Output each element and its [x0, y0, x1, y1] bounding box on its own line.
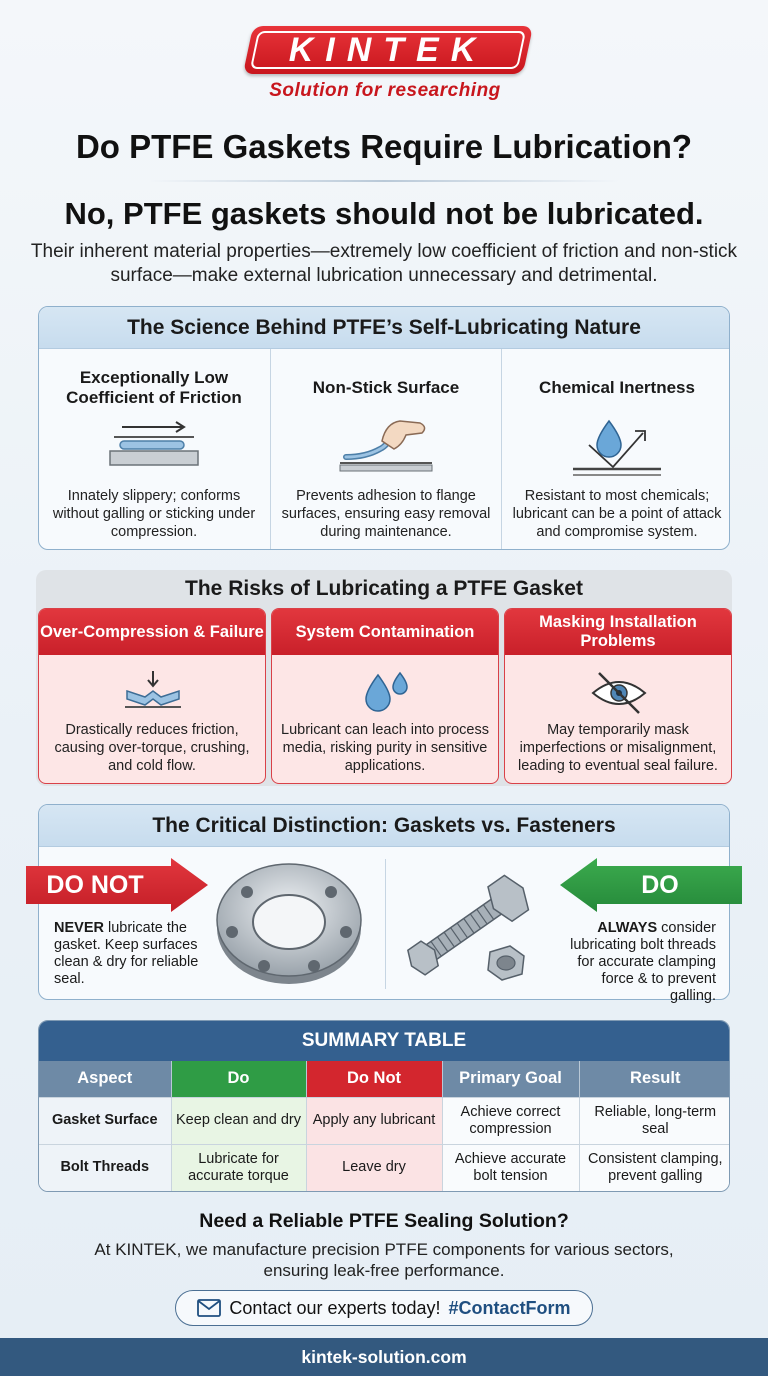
bolt-and-nut-icon	[398, 856, 548, 990]
risk-card-contamination	[271, 608, 499, 784]
summary-title: SUMMARY TABLE	[39, 1021, 729, 1061]
table-cell: Lubricate for accurate torque	[171, 1144, 306, 1191]
do-text	[556, 920, 716, 1005]
risk-card-masking	[504, 608, 732, 784]
droplets-icon	[356, 669, 416, 715]
do-not-text	[54, 920, 204, 988]
page-title: Do PTFE Gaskets Require Lubrication?	[75, 128, 693, 165]
summary-table-panel	[38, 1020, 730, 1192]
cta-text: At KINTEK, we manufacture precision PTFE components for various sectors, ensuring leak-free performance.	[94, 1240, 674, 1280]
never-text: lubricate the gasket. Keep surfaces clean & dry for reliable seal.	[54, 920, 199, 987]
column-description: Resistant to most chemicals; lubricant can be a point of attack and compromise system.	[512, 488, 722, 540]
table-cell: Keep clean and dry	[171, 1097, 306, 1144]
droplet-deflect-icon	[567, 419, 667, 479]
gasket-flange-icon	[214, 856, 364, 986]
table-cell: Gasket Surface	[39, 1097, 171, 1144]
cta-title: Need a Reliable PTFE Sealing Solution?	[199, 1210, 569, 1232]
science-title: The Science Behind PTFE’s Self-Lubricating Nature	[39, 307, 729, 349]
contact-button-label: Contact our experts today!	[229, 1297, 441, 1318]
science-column-friction	[39, 349, 269, 550]
logo-tagline: Solution for researching	[269, 80, 501, 101]
kintek-logo	[240, 26, 530, 104]
table-row	[39, 1144, 730, 1191]
column-header-primary-goal: Primary Goal	[442, 1061, 579, 1097]
table-cell: Achieve correct compression	[442, 1097, 579, 1144]
risk-heading: Masking Installation Problems	[505, 609, 731, 655]
risk-heading: Over-Compression & Failure	[39, 609, 265, 655]
science-panel	[38, 306, 730, 550]
risks-title: The Risks of Lubricating a PTFE Gasket	[185, 577, 583, 600]
column-heading: Exceptionally Low Coefficient of Friction	[66, 368, 242, 407]
contact-form-tag: #ContactForm	[448, 1297, 571, 1318]
envelope-icon	[197, 1299, 221, 1317]
do-not-label: DO NOT	[46, 871, 144, 899]
science-column-non-stick	[270, 349, 500, 550]
distinction-title: The Critical Distinction: Gaskets vs. Fasteners	[39, 805, 729, 847]
answer-headline: No, PTFE gaskets should not be lubricated.	[64, 196, 704, 231]
risks-panel	[36, 570, 732, 786]
table-cell: Achieve accurate bolt tension	[442, 1144, 579, 1191]
column-header-result: Result	[579, 1061, 730, 1097]
column-description: Prevents adhesion to flange surfaces, ensuring easy removal during maintenance.	[281, 488, 491, 540]
column-header-aspect: Aspect	[39, 1061, 171, 1097]
science-column-inertness	[501, 349, 730, 550]
logo-wordmark: KINTEK	[288, 31, 488, 69]
summary-table	[39, 1061, 730, 1191]
column-heading: Non-Stick Surface	[312, 378, 460, 397]
sliding-surface-icon	[104, 419, 204, 479]
title-divider	[150, 180, 618, 182]
table-cell: Consistent clamping, prevent galling	[579, 1144, 730, 1191]
column-description: Innately slippery; conforms without galling or sticking under compression.	[52, 488, 256, 540]
crushed-gasket-icon	[123, 669, 183, 715]
always-emphasis: ALWAYS	[597, 920, 658, 936]
column-heading: Chemical Inertness	[539, 378, 695, 397]
table-row	[39, 1097, 730, 1144]
table-cell: Reliable, long-term seal	[579, 1097, 730, 1144]
distinction-divider	[385, 859, 386, 989]
table-cell: Leave dry	[306, 1144, 442, 1191]
table-cell: Apply any lubricant	[306, 1097, 442, 1144]
never-emphasis: NEVER	[54, 920, 104, 936]
answer-detail: Their inherent material properties—extremely low coefficient of friction and non-stick surface—make external lubrication unnecessary and detrimental.	[30, 241, 738, 286]
risk-heading: System Contamination	[272, 609, 498, 655]
risk-description: May temporarily mask imperfections or misalignment, leading to eventual seal failure.	[518, 722, 718, 774]
always-text: consider lubricating bolt threads for accurate clamping force & to prevent galling.	[570, 920, 716, 1004]
do-label: DO	[641, 871, 679, 899]
hand-peel-icon	[336, 419, 436, 479]
column-header-do: Do	[171, 1061, 306, 1097]
column-header-do-not: Do Not	[306, 1061, 442, 1097]
risk-card-over-compression	[38, 608, 266, 784]
contact-button[interactable]	[175, 1290, 593, 1326]
eye-slash-icon	[589, 669, 649, 715]
risk-description: Drastically reduces friction, causing over-torque, crushing, and cold flow.	[54, 722, 250, 774]
table-cell: Bolt Threads	[39, 1144, 171, 1191]
footer-url[interactable]: kintek-solution.com	[0, 1338, 768, 1376]
risk-description: Lubricant can leach into process media, risking purity in sensitive applications.	[281, 722, 489, 774]
table-header-row	[39, 1061, 730, 1097]
